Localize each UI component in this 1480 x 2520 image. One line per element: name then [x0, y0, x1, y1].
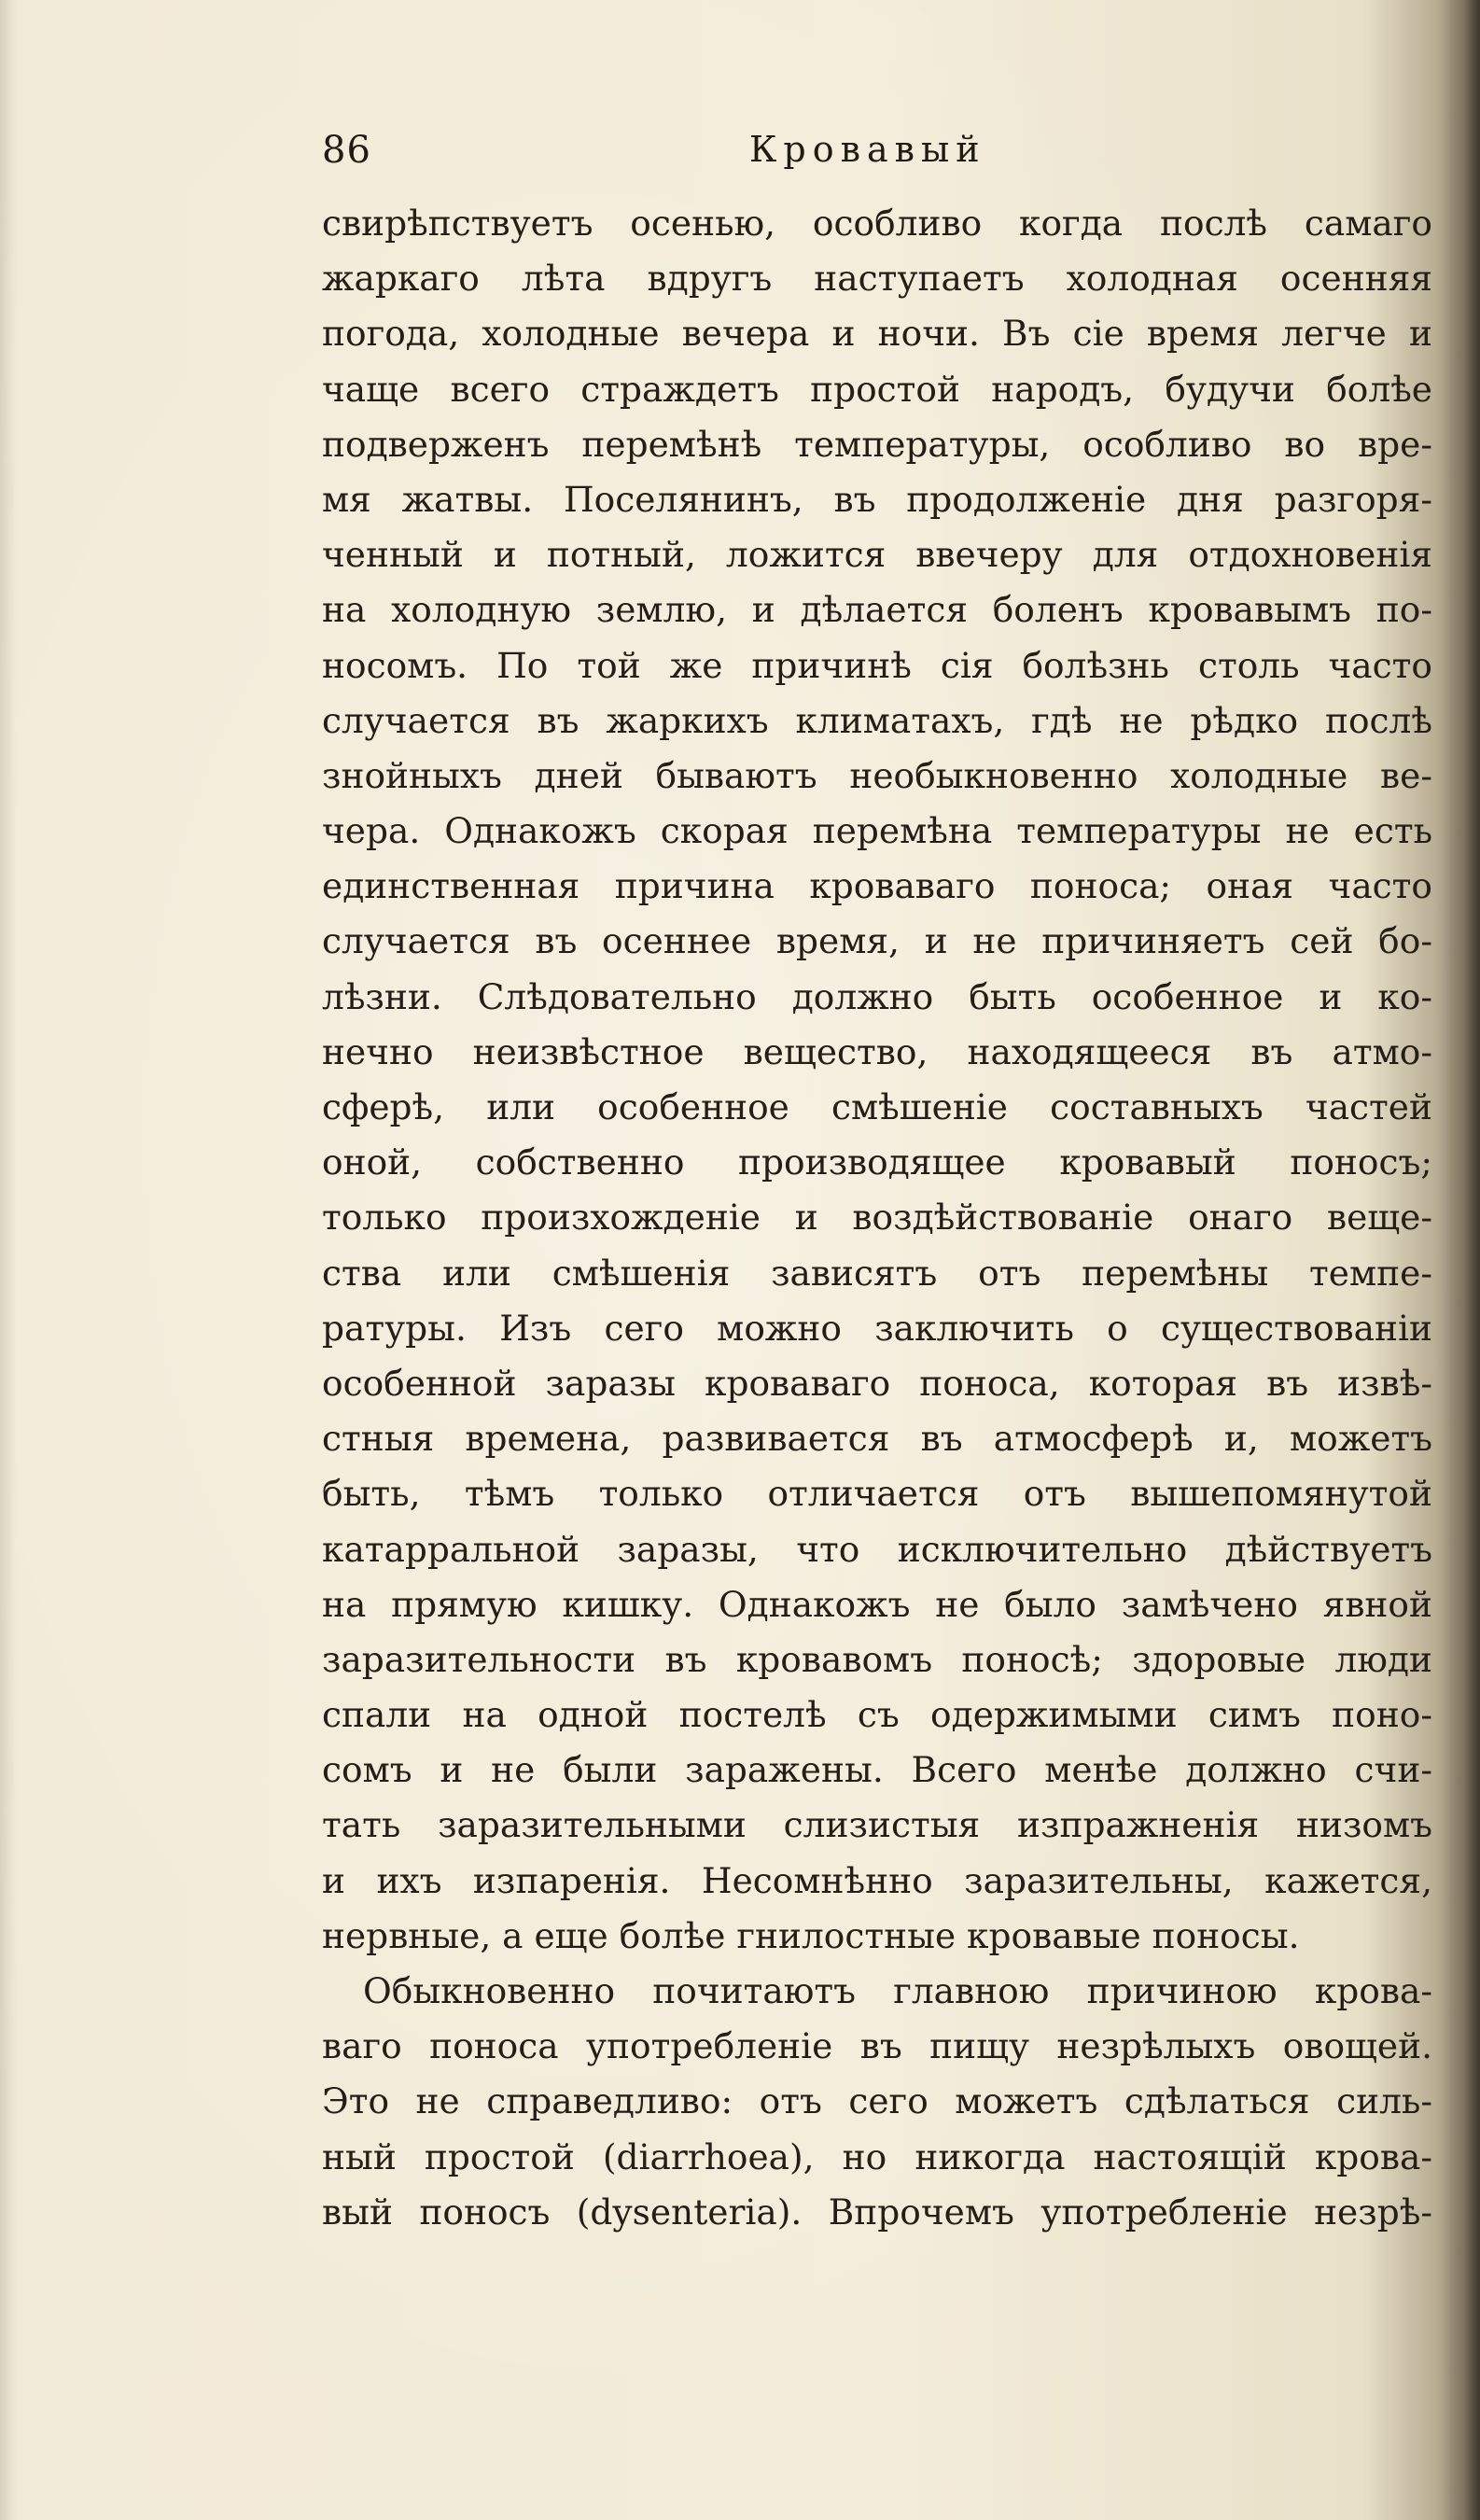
text-line: ратуры. Изъ сего можно заключить о существованіи — [322, 1307, 1432, 1349]
text-line: ный простой (diarrhoea), но никогда настоящій крова- — [322, 2135, 1432, 2177]
text-line: чаще всего страждетъ простой народъ, будучи болѣе — [322, 368, 1432, 410]
text-line: оной, собственно производящее кровавый поносъ; — [322, 1141, 1432, 1183]
page-header — [322, 129, 1432, 185]
text-line: сомъ и не были заражены. Всего менѣе должно счи- — [322, 1749, 1432, 1791]
text-line: на прямую кишку. Однакожъ не было замѣчено явной — [322, 1583, 1432, 1625]
text-line: единственная причина кроваваго поноса; оная часто — [322, 865, 1432, 907]
text-line: вый поносъ (dysenteria). Впрочемъ употребленіе незрѣ- — [322, 2191, 1432, 2233]
text-line: подверженъ перемѣнѣ температуры, особливо во вре- — [322, 423, 1432, 465]
text-line: стныя времена, развивается въ атмосферѣ и, можетъ — [322, 1418, 1432, 1460]
text-line: быть, тѣмъ только отличается отъ вышепомянутой — [322, 1473, 1432, 1515]
running-title: Кровавый — [749, 129, 986, 170]
text-line: случается въ осеннее время, и не причиняетъ сей бо- — [322, 920, 1432, 962]
text-line: мя жатвы. Поселянинъ, въ продолженіе дня разгоря- — [322, 478, 1432, 520]
text-line: сферѣ, или особенное смѣшеніе составныхъ частей — [322, 1086, 1432, 1127]
text-line: спали на одной постелѣ съ одержимыми симъ поно- — [322, 1694, 1432, 1736]
page-number: 86 — [322, 129, 371, 172]
text-line: знойныхъ дней бываютъ необыкновенно холодные ве- — [322, 754, 1432, 796]
text-line: катарральной заразы, что исключительно дѣйствуетъ — [322, 1528, 1432, 1570]
text-line: заразительности въ кровавомъ поносѣ; здоровые люди — [322, 1638, 1432, 1680]
body-text — [322, 196, 1432, 2240]
text-line: ченный и потный, ложится ввечеру для отдохновенія — [322, 534, 1432, 576]
text-line: ства или смѣшенія зависятъ отъ перемѣны темпе- — [322, 1252, 1432, 1294]
text-line: свирѣпствуетъ осенью, особливо когда послѣ самаго — [322, 203, 1432, 244]
text-line: ваго поноса употребленіе въ пищу незрѣлыхъ овощей. — [322, 2025, 1432, 2067]
text-line: тать заразительными слизистыя изпражненія низомъ — [322, 1804, 1432, 1846]
text-line: жаркаго лѣта вдругъ наступаетъ холодная осенняя — [322, 258, 1432, 300]
text-line: Это не справедливо: отъ сего можетъ сдѣлаться силь- — [322, 2080, 1432, 2122]
text-line: на холодную землю, и дѣлается боленъ кровавымъ по- — [322, 589, 1432, 631]
text-line: лѣзни. Слѣдовательно должно быть особенное и ко- — [322, 975, 1432, 1017]
text-line: погода, холодные вечера и ночи. Въ сіе время легче и — [322, 313, 1432, 355]
page-binding-edge — [1445, 0, 1480, 2520]
text-line: особенной заразы кроваваго поноса, которая въ извѣ- — [322, 1362, 1432, 1404]
text-line: нечно неизвѣстное вещество, находящееся въ атмо- — [322, 1030, 1432, 1072]
text-line: случается въ жаркихъ климатахъ, гдѣ не рѣдко послѣ — [322, 699, 1432, 741]
text-line: носомъ. По той же причинѣ сія болѣзнь столь часто — [322, 644, 1432, 686]
text-line: и ихъ изпаренія. Несомнѣнно заразительны, кажется, — [322, 1859, 1432, 1901]
text-line: нервные, а еще болѣе гнилостные кровавые поносы. — [322, 1914, 1300, 1956]
text-line: Обыкновенно почитаютъ главною причиною крова- — [363, 1970, 1432, 2011]
text-line: чера. Однакожъ скорая перемѣна температуры не есть — [322, 810, 1432, 852]
text-line: только произхожденіе и воздѣйствованіе онаго веще- — [322, 1197, 1432, 1239]
